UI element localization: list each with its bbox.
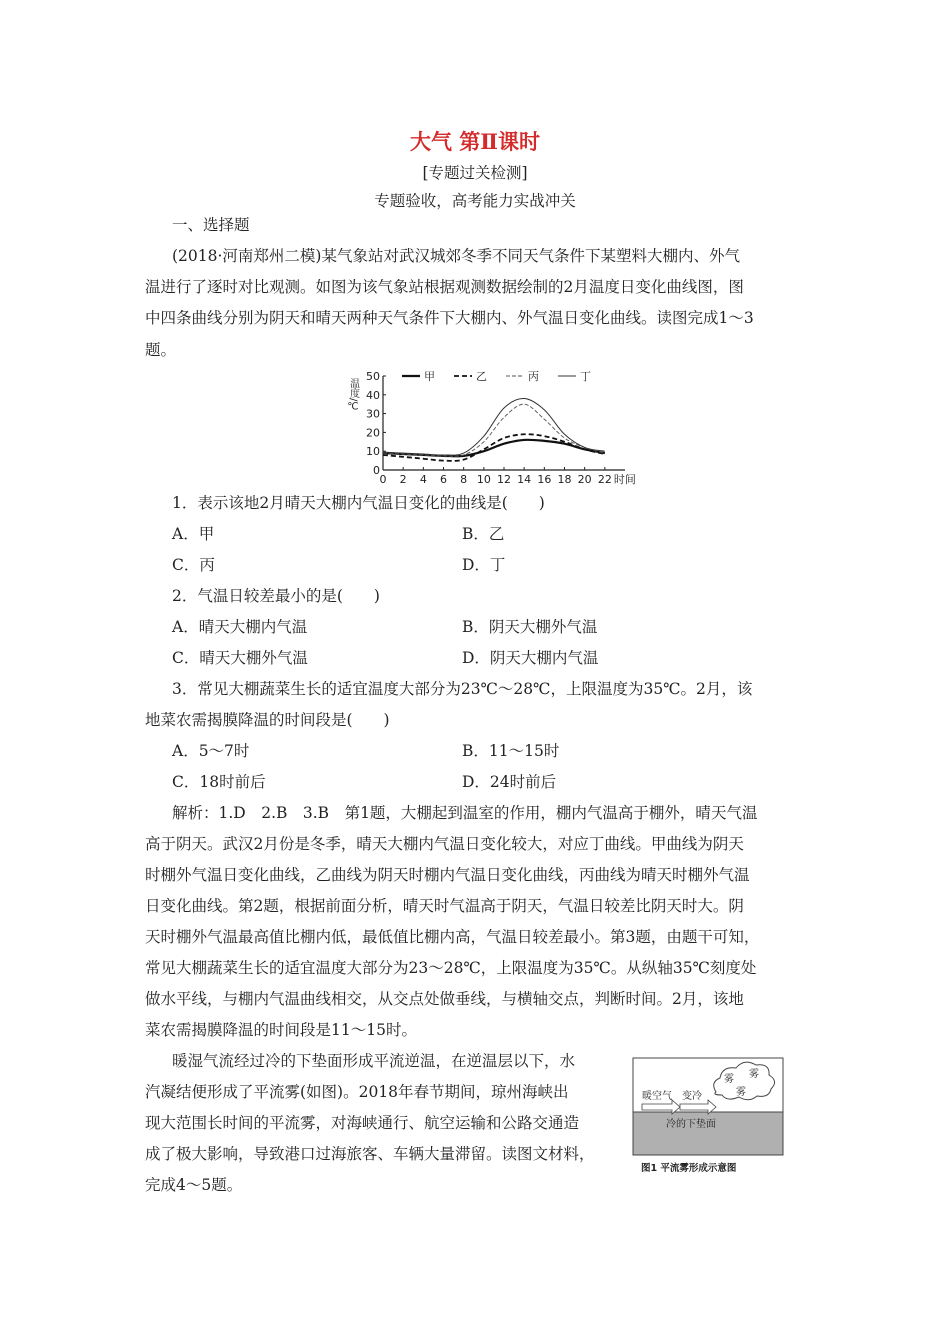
q3-option-d: D．24时前后 bbox=[462, 773, 557, 791]
legend-label-丁: 丁 bbox=[580, 370, 591, 383]
section-heading: 一、选择题 bbox=[172, 216, 250, 234]
x-tick-label: 6 bbox=[440, 473, 447, 486]
analysis-line: 高于阴天。武汉2月份是冬季，晴天大棚内气温日变化较大，对应丁曲线。甲曲线为阴天 bbox=[145, 835, 744, 853]
passage-line: 现大范围长时间的平流雾，对海峡通行、航空运输和公路交通造 bbox=[145, 1114, 580, 1132]
fog-label: 雾 bbox=[736, 1087, 746, 1098]
x-tick-label: 14 bbox=[517, 473, 532, 486]
passage-line: 成了极大影响，导致港口过海旅客、车辆大量滞留。读图文材料， bbox=[145, 1145, 595, 1163]
y-tick-label: 50 bbox=[366, 370, 380, 383]
subtitle-slogan: 专题验收，高考能力实战冲关 bbox=[374, 192, 576, 210]
legend-label-丙: 丙 bbox=[528, 370, 539, 383]
intro-line: 温进行了逐时对比观测。如图为该气象站根据观测数据绘制的2月温度日变化曲线图，图 bbox=[145, 278, 744, 296]
surface-label: 冷的下垫面 bbox=[666, 1119, 716, 1130]
passage-line: 完成4～5题。 bbox=[145, 1176, 243, 1194]
x-tick-label: 4 bbox=[419, 473, 427, 486]
q1-option-b: B．乙 bbox=[462, 525, 505, 543]
y-tick-label: 20 bbox=[366, 426, 380, 440]
q2-option-c: C．晴天大棚外气温 bbox=[172, 649, 308, 667]
x-tick-label: 8 bbox=[460, 473, 468, 486]
q2-option-b: B．阴天大棚外气温 bbox=[462, 618, 598, 636]
analysis-line: 菜农需揭膜降温的时间段是11～15时。 bbox=[145, 1021, 417, 1039]
analysis-line: 时棚外气温日变化曲线，乙曲线为阴天时棚内气温日变化曲线，丙曲线为晴天时棚外气温 bbox=[145, 866, 750, 884]
q2-stem: 2．气温日较差最小的是( ) bbox=[172, 587, 380, 605]
warm-air-label: 暖空气 bbox=[642, 1091, 672, 1102]
x-tick-label: 0 bbox=[379, 473, 387, 486]
y-axis-label: 温度/℃ bbox=[347, 378, 359, 413]
q1-option-d: D．丁 bbox=[462, 556, 506, 574]
advection-fog-diagram bbox=[628, 1052, 788, 1177]
intro-line: (2018·河南郑州二模)某气象站对武汉城郊冬季不同天气条件下某塑料大棚内、外气 bbox=[172, 247, 740, 265]
fog-label: 雾 bbox=[749, 1069, 759, 1080]
x-tick-label: 10 bbox=[476, 473, 491, 486]
passage-line: 汽凝结便形成了平流雾(如图)。2018年春节期间，琼州海峡出 bbox=[145, 1083, 569, 1101]
analysis-line: 天时棚外气温最高值比棚内低，最低值比棚内高，气温日较差最小。第3题，由题干可知， bbox=[145, 928, 760, 946]
q1-option-c: C．丙 bbox=[172, 556, 215, 574]
analysis-line: 常见大棚蔬菜生长的适宜温度大部分为23～28℃，上限温度为35℃。从纵轴35℃刻度处 bbox=[145, 959, 757, 977]
q3-stem: 地菜农需揭膜降温的时间段是( ) bbox=[145, 711, 390, 729]
q1-option-a: A．甲 bbox=[172, 525, 215, 543]
cooling-label: 变冷 bbox=[682, 1091, 702, 1102]
x-tick-label: 16 bbox=[537, 473, 552, 486]
q1-stem: 1．表示该地2月晴天大棚内气温日变化的曲线是( ) bbox=[172, 494, 545, 512]
legend-label-甲: 甲 bbox=[424, 370, 435, 383]
x-tick-label: 2 bbox=[399, 473, 407, 486]
x-tick-label: 18 bbox=[557, 473, 572, 486]
q3-stem: 3．常见大棚蔬菜生长的适宜温度大部分为23℃～28℃，上限温度为35℃。2月，该 bbox=[172, 680, 753, 698]
fog-label: 雾 bbox=[724, 1074, 734, 1085]
passage-line: 暖湿气流经过冷的下垫面形成平流逆温，在逆温层以下，水 bbox=[172, 1052, 576, 1070]
page-title: 大气 第Ⅱ课时 bbox=[409, 129, 540, 154]
intro-line: 题。 bbox=[145, 341, 177, 359]
y-tick-label: 40 bbox=[366, 388, 380, 402]
x-tick-label: 22 bbox=[597, 473, 612, 486]
q3-option-a: A．5～7时 bbox=[172, 742, 250, 760]
temperature-chart bbox=[345, 368, 645, 488]
legend-label-乙: 乙 bbox=[476, 370, 487, 383]
analysis-line: 做水平线，与棚内气温曲线相交，从交点处做垂线，与横轴交点，判断时间。2月，该地 bbox=[145, 990, 744, 1008]
analysis-line: 日变化曲线。第2题，根据前面分析，晴天时气温高于阴天，气温日较差比阴天时大。阴 bbox=[145, 897, 744, 915]
subtitle-check: [专题过关检测] bbox=[422, 164, 528, 182]
q3-option-c: C．18时前后 bbox=[172, 773, 266, 791]
intro-line: 中四条曲线分别为阴天和晴天两种天气条件下大棚内、外气温日变化曲线。读图完成1～3 bbox=[145, 309, 754, 327]
x-tick-label: 20 bbox=[577, 473, 592, 486]
x-axis-label: 时间 bbox=[613, 473, 636, 486]
x-tick-label: 12 bbox=[497, 473, 511, 486]
q3-option-b: B．11～15时 bbox=[462, 742, 560, 760]
analysis-line: 解析：1.D 2.B 3.B 第1题，大棚起到温室的作用，棚内气温高于棚外，晴天气温 bbox=[172, 804, 758, 822]
q2-option-d: D．阴天大棚内气温 bbox=[462, 649, 599, 667]
y-tick-label: 0 bbox=[373, 464, 380, 477]
figure-caption: 图1 平流雾形成示意图 bbox=[641, 1163, 737, 1174]
y-tick-label: 30 bbox=[366, 407, 380, 421]
y-tick-label: 10 bbox=[366, 445, 380, 459]
q2-option-a: A．晴天大棚内气温 bbox=[172, 618, 308, 636]
